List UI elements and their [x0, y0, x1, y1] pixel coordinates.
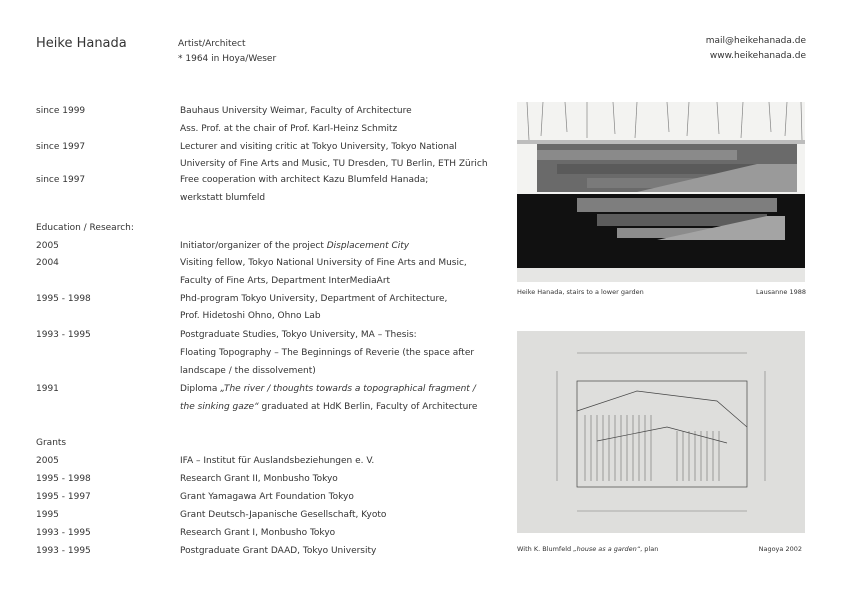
grant-text: Grant Yamagawa Art Foundation Tokyo — [180, 492, 354, 502]
birth-text: * 1964 in Hoya/Weser — [178, 54, 277, 64]
stairs-drawing-image — [517, 102, 805, 282]
education-heading: Education / Research: — [36, 223, 134, 233]
education-line: landscape / the dissolvement) — [180, 366, 316, 376]
grant-label: 1995 - 1998 — [36, 474, 91, 484]
grant-text: Research Grant I, Monbusho Tokyo — [180, 528, 336, 538]
grant-text: IFA – Institut für Auslandsbeziehungen e. V. — [180, 456, 375, 466]
education-line: Phd-program Tokyo University, Department of Architecture, — [180, 294, 448, 304]
position-label: since 1997 — [36, 175, 86, 185]
position-line: Ass. Prof. at the chair of Prof. Karl-Heinz Schmitz — [180, 124, 398, 134]
grant-text: Grant Deutsch-Japanische Gesellschaft, Kyoto — [180, 510, 387, 520]
education-line: Prof. Hidetoshi Ohno, Ohno Lab — [180, 311, 321, 321]
education-label: 1993 - 1995 — [36, 330, 91, 340]
grant-label: 1995 - 1997 — [36, 492, 91, 502]
role-text: Artist/Architect — [178, 39, 246, 49]
grant-label: 1993 - 1995 — [36, 528, 91, 538]
grant-text: Research Grant II, Monbusho Tokyo — [180, 474, 338, 484]
plan-drawing-image — [517, 331, 805, 533]
position-line: Free cooperation with architect Kazu Blumfeld Hanada; — [180, 175, 429, 185]
position-label: since 1997 — [36, 142, 86, 152]
image-caption: With K. Blumfeld „house as a garden“, plan — [517, 545, 659, 553]
education-line: Visiting fellow, Tokyo National University of Fine Arts and Music, — [180, 258, 467, 268]
website-link[interactable]: www.heikehanada.de — [709, 51, 806, 61]
education-line: Initiator/organizer of the project Displacement City — [180, 241, 410, 251]
education-line: Postgraduate Studies, Tokyo University, MA – Thesis: — [180, 330, 417, 340]
position-line: werkstatt blumfeld — [180, 193, 266, 203]
education-label: 2005 — [36, 241, 59, 251]
image-caption: Heike Hanada, stairs to a lower garden — [517, 288, 644, 296]
image-caption-date: Lausanne 1988 — [756, 288, 806, 296]
position-line: Lecturer and visiting critic at Tokyo University, Tokyo National — [180, 142, 457, 152]
person-name: Heike Hanada — [36, 36, 127, 51]
image-caption-date: Nagoya 2002 — [758, 545, 802, 553]
education-line: Faculty of Fine Arts, Department InterMediaArt — [180, 276, 391, 286]
grant-label: 2005 — [36, 456, 59, 466]
education-label: 2004 — [36, 258, 59, 268]
position-line: Bauhaus University Weimar, Faculty of Architecture — [180, 106, 412, 116]
grant-text: Postgraduate Grant DAAD, Tokyo University — [180, 546, 377, 556]
grant-label: 1993 - 1995 — [36, 546, 91, 556]
education-line: the sinking gaze“ graduated at HdK Berlin, Faculty of Architecture — [180, 402, 478, 412]
email-link[interactable]: mail@heikehanada.de — [705, 36, 806, 46]
grants-heading: Grants — [36, 438, 67, 448]
education-line: Diploma „The river / thoughts towards a topographical fragment / — [180, 384, 476, 394]
position-label: since 1999 — [36, 106, 86, 116]
position-line: University of Fine Arts and Music, TU Dresden, TU Berlin, ETH Zürich — [180, 159, 488, 169]
education-label: 1991 — [36, 384, 59, 394]
education-line: Floating Topography – The Beginnings of Reverie (the space after — [180, 348, 475, 358]
grant-label: 1995 — [36, 510, 59, 520]
education-label: 1995 - 1998 — [36, 294, 91, 304]
